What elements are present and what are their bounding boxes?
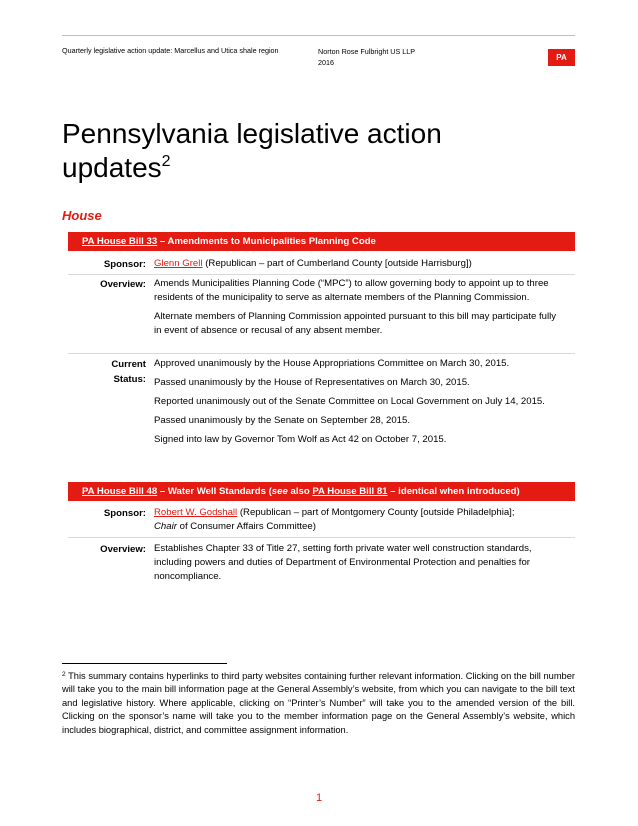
section-heading-house: House xyxy=(62,208,102,223)
sponsor-detail: (Republican – part of Montgomery County [outside Philadelphia]; xyxy=(237,507,515,518)
sponsor-detail: (Republican – part of Cumberland County [outside Harrisburg]) xyxy=(202,258,472,269)
state-badge: PA xyxy=(548,49,575,66)
status-entry: Passed unanimously by the Senate on September 28, 2015. xyxy=(154,415,411,426)
sponsor-value xyxy=(154,257,564,271)
overview-paragraph: Alternate members of Planning Commission appointed pursuant to this bill may participate fully in event of absence or recusal of any absent member. xyxy=(154,311,557,336)
bill-title-end-hb48: – identical when introduced) xyxy=(387,486,520,497)
bill-header-hb33 xyxy=(68,232,575,251)
sponsor-link-glenn-grell[interactable]: Glenn Grell xyxy=(154,258,203,269)
overview-label: Overview: xyxy=(100,279,146,290)
sponsor-row-hb48 xyxy=(68,502,575,538)
header-rule xyxy=(62,35,575,36)
bill-link-hb33[interactable]: PA House Bill 33 xyxy=(82,236,158,247)
bill-link-hb48[interactable]: PA House Bill 48 xyxy=(82,486,158,497)
bill-header-hb48 xyxy=(68,482,575,501)
status-row-hb33 xyxy=(68,354,575,454)
status-value xyxy=(154,357,564,452)
page-title xyxy=(62,117,532,185)
page-number: 1 xyxy=(315,792,323,804)
overview-row-hb33 xyxy=(68,275,575,354)
status-entry: Signed into law by Governor Tom Wolf as Act 42 on October 7, 2015. xyxy=(154,434,447,445)
overview-row-hb48 xyxy=(68,538,575,588)
sponsor-row-hb33 xyxy=(68,252,575,275)
footnote-text: This summary contains hyperlinks to third party websites containing further relevant information. Clicking on the bill number will take you to the main bill information page at the General Assembly’s website, from which you can navigate to the bill text and legislative history. Where applicable, clicking on “Printer’s Number” will take you to the amended version of the bill. Clicking on the sponsor’s name will take you to the member information page on the General Assembly’s website, which includes biographical, district, and committee assignment information. xyxy=(62,671,575,735)
bill-title-hb33: – Amendments to Municipalities Planning Code xyxy=(157,236,376,247)
overview-value xyxy=(154,277,564,343)
sponsor-value xyxy=(154,506,564,534)
firm-name: Norton Rose Fulbright US LLP xyxy=(318,47,416,56)
status-entry: Passed unanimously by the House of Representatives on March 30, 2015. xyxy=(154,377,470,388)
footnote-rule xyxy=(62,663,227,664)
page-title-text: Pennsylvania legislative action updates xyxy=(62,118,442,183)
sponsor-line2 xyxy=(154,520,564,534)
footnote xyxy=(62,670,575,737)
overview-value xyxy=(154,542,564,589)
sponsor-link-robert-godshall[interactable]: Robert W. Godshall xyxy=(154,507,238,518)
title-footnote-ref[interactable]: 2 xyxy=(161,153,171,170)
sponsor-role: Chair xyxy=(154,521,177,532)
sponsor-role-detail: of Consumer Affairs Committee) xyxy=(176,521,316,532)
status-entry: Approved unanimously by the House Appropriations Committee on March 30, 2015. xyxy=(154,358,510,369)
also-text: also xyxy=(287,486,313,497)
sponsor-line1 xyxy=(154,506,564,520)
see-text: see xyxy=(271,486,288,497)
overview-paragraph: Establishes Chapter 33 of Title 27, setting forth private water well construction standards, including powers and duties of Department of Environmental Protection and penalties for noncompliance. xyxy=(154,543,532,582)
footnote-number: 2 xyxy=(62,671,66,678)
status-label xyxy=(68,357,146,387)
document-series-title: Quarterly legislative action update: Marcellus and Utica shale region xyxy=(62,46,279,55)
overview-paragraph: Amends Municipalities Planning Code (“MPC”) to allow governing body to appoint up to three residents of the municipality to serve as alternate members of the Planning Commission. xyxy=(154,278,549,303)
firm-block xyxy=(318,46,415,68)
sponsor-label: Sponsor: xyxy=(103,259,146,270)
sponsor-label: Sponsor: xyxy=(103,508,146,519)
status-label-line1: Current xyxy=(111,359,146,370)
status-entry: Reported unanimously out of the Senate Committee on Local Government on July 14, 2015. xyxy=(154,396,545,407)
bill-link-hb81[interactable]: PA House Bill 81 xyxy=(312,486,388,497)
bill-title-hb48: – Water Well Standards ( xyxy=(157,486,272,497)
overview-label: Overview: xyxy=(100,544,146,555)
publication-year: 2016 xyxy=(318,58,334,67)
status-label-line2: Status: xyxy=(113,374,146,385)
